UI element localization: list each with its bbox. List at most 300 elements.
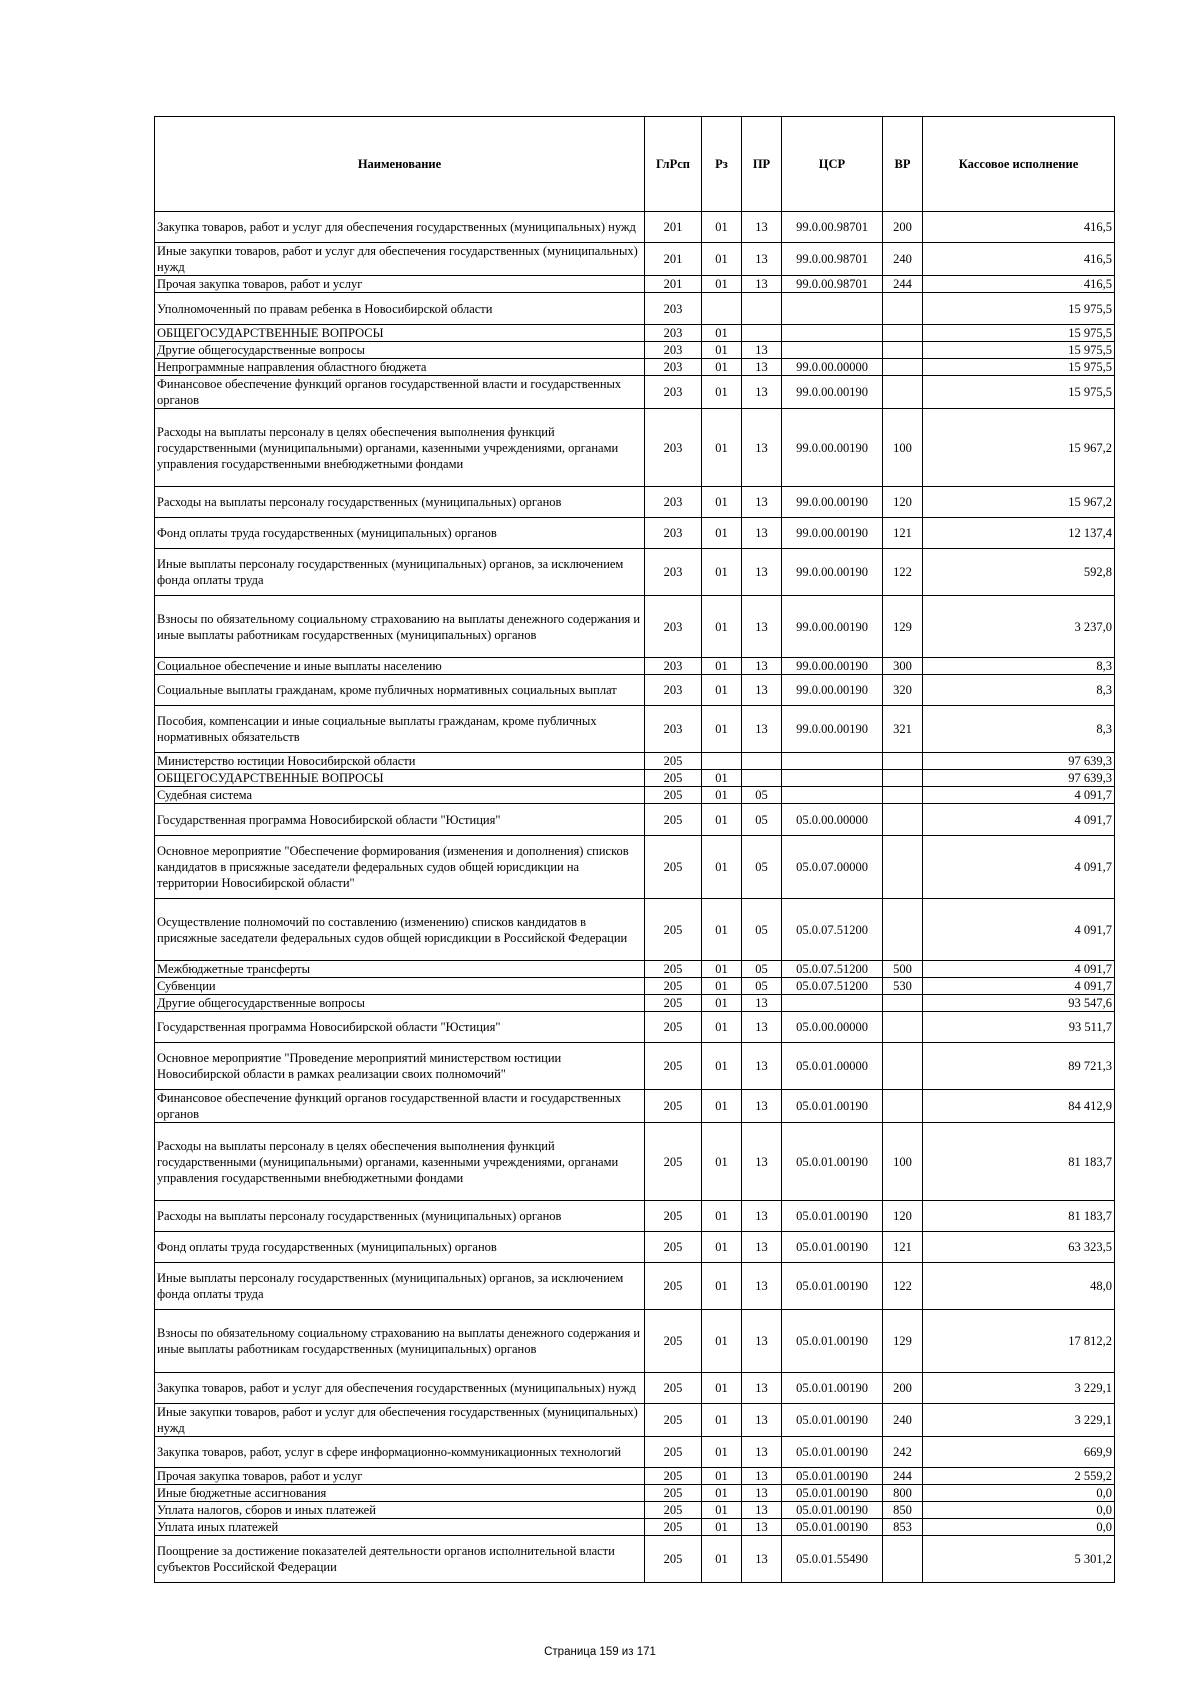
cell-vr bbox=[883, 1090, 923, 1123]
cell-glrsp: 203 bbox=[645, 706, 702, 753]
cell-csr: 05.0.01.00190 bbox=[782, 1090, 883, 1123]
cell-name: Финансовое обеспечение функций органов государственной власти и государственных органов bbox=[155, 1090, 645, 1123]
cell-glrsp: 203 bbox=[645, 376, 702, 409]
cell-name: Субвенции bbox=[155, 978, 645, 995]
cell-name: Прочая закупка товаров, работ и услуг bbox=[155, 276, 645, 293]
table-row bbox=[155, 770, 1115, 787]
cell-pr: 13 bbox=[742, 706, 782, 753]
cell-name: Иные закупки товаров, работ и услуг для обеспечения государственных (муниципальных) нужд bbox=[155, 1404, 645, 1437]
cell-amount: 17 812,2 bbox=[923, 1310, 1115, 1373]
cell-csr: 05.0.01.00190 bbox=[782, 1468, 883, 1485]
table-row bbox=[155, 1043, 1115, 1090]
cell-name: Основное мероприятие "Обеспечение формирования (изменения и дополнения) списков кандидатов в присяжные заседатели федеральных судов общей юрисдикции на территории Новосибирской области" bbox=[155, 836, 645, 899]
table-row bbox=[155, 1310, 1115, 1373]
cell-pr: 13 bbox=[742, 1310, 782, 1373]
header-glrsp: ГлРсп bbox=[645, 117, 702, 212]
cell-name: Взносы по обязательному социальному страхованию на выплаты денежного содержания и иные выплаты работникам государственных (муниципальных) органов bbox=[155, 1310, 645, 1373]
cell-vr: 242 bbox=[883, 1437, 923, 1468]
table-row bbox=[155, 1012, 1115, 1043]
table-row bbox=[155, 1263, 1115, 1310]
cell-vr: 129 bbox=[883, 596, 923, 658]
header-rz: Рз bbox=[702, 117, 742, 212]
cell-amount: 2 559,2 bbox=[923, 1468, 1115, 1485]
cell-vr: 100 bbox=[883, 1123, 923, 1201]
cell-amount: 0,0 bbox=[923, 1502, 1115, 1519]
cell-pr bbox=[742, 325, 782, 342]
cell-vr: 129 bbox=[883, 1310, 923, 1373]
cell-name: Иные бюджетные ассигнования bbox=[155, 1485, 645, 1502]
table-row bbox=[155, 243, 1115, 276]
cell-amount: 15 975,5 bbox=[923, 293, 1115, 325]
cell-rz: 01 bbox=[702, 706, 742, 753]
cell-name: Непрограммные направления областного бюджета bbox=[155, 359, 645, 376]
cell-amount: 89 721,3 bbox=[923, 1043, 1115, 1090]
cell-rz: 01 bbox=[702, 978, 742, 995]
cell-csr: 05.0.01.00190 bbox=[782, 1502, 883, 1519]
cell-name: Поощрение за достижение показателей деятельности органов исполнительной власти субъектов Российской Федерации bbox=[155, 1536, 645, 1583]
cell-name: Судебная система bbox=[155, 787, 645, 804]
cell-pr: 13 bbox=[742, 342, 782, 359]
cell-amount: 416,5 bbox=[923, 276, 1115, 293]
cell-csr bbox=[782, 293, 883, 325]
cell-amount: 15 967,2 bbox=[923, 409, 1115, 487]
cell-pr: 05 bbox=[742, 961, 782, 978]
cell-name: Другие общегосударственные вопросы bbox=[155, 342, 645, 359]
cell-pr: 05 bbox=[742, 836, 782, 899]
cell-csr bbox=[782, 770, 883, 787]
cell-rz: 01 bbox=[702, 409, 742, 487]
cell-pr: 13 bbox=[742, 1090, 782, 1123]
cell-vr: 853 bbox=[883, 1519, 923, 1536]
cell-pr: 13 bbox=[742, 1373, 782, 1404]
table-row bbox=[155, 518, 1115, 549]
table-row bbox=[155, 596, 1115, 658]
cell-vr: 200 bbox=[883, 1373, 923, 1404]
cell-pr: 13 bbox=[742, 549, 782, 596]
cell-amount: 15 967,2 bbox=[923, 487, 1115, 518]
cell-rz: 01 bbox=[702, 1485, 742, 1502]
cell-vr: 300 bbox=[883, 658, 923, 675]
cell-glrsp: 201 bbox=[645, 212, 702, 243]
cell-amount: 97 639,3 bbox=[923, 753, 1115, 770]
cell-vr: 530 bbox=[883, 978, 923, 995]
cell-pr: 13 bbox=[742, 409, 782, 487]
cell-csr: 99.0.00.00000 bbox=[782, 359, 883, 376]
cell-glrsp: 203 bbox=[645, 675, 702, 706]
cell-glrsp: 203 bbox=[645, 325, 702, 342]
cell-vr: 321 bbox=[883, 706, 923, 753]
cell-pr: 13 bbox=[742, 359, 782, 376]
cell-amount: 93 511,7 bbox=[923, 1012, 1115, 1043]
cell-glrsp: 205 bbox=[645, 1437, 702, 1468]
cell-name: Межбюджетные трансферты bbox=[155, 961, 645, 978]
cell-csr bbox=[782, 753, 883, 770]
cell-glrsp: 205 bbox=[645, 961, 702, 978]
table-row bbox=[155, 658, 1115, 675]
cell-name: Министерство юстиции Новосибирской области bbox=[155, 753, 645, 770]
cell-glrsp: 203 bbox=[645, 596, 702, 658]
cell-amount: 15 975,5 bbox=[923, 325, 1115, 342]
table-row bbox=[155, 1502, 1115, 1519]
cell-vr: 200 bbox=[883, 212, 923, 243]
cell-rz: 01 bbox=[702, 1519, 742, 1536]
cell-csr: 05.0.01.00190 bbox=[782, 1263, 883, 1310]
cell-rz: 01 bbox=[702, 787, 742, 804]
cell-amount: 592,8 bbox=[923, 549, 1115, 596]
table-row bbox=[155, 899, 1115, 961]
cell-pr: 13 bbox=[742, 995, 782, 1012]
cell-pr: 13 bbox=[742, 487, 782, 518]
table-row bbox=[155, 1536, 1115, 1583]
budget-table bbox=[154, 116, 1115, 1583]
cell-csr bbox=[782, 787, 883, 804]
cell-rz: 01 bbox=[702, 518, 742, 549]
header-row bbox=[155, 117, 1115, 212]
cell-glrsp: 203 bbox=[645, 342, 702, 359]
table-row bbox=[155, 978, 1115, 995]
cell-pr: 13 bbox=[742, 1437, 782, 1468]
cell-pr: 13 bbox=[742, 596, 782, 658]
cell-glrsp: 205 bbox=[645, 1232, 702, 1263]
cell-pr: 05 bbox=[742, 804, 782, 836]
cell-vr: 244 bbox=[883, 1468, 923, 1485]
cell-amount: 81 183,7 bbox=[923, 1201, 1115, 1232]
cell-rz: 01 bbox=[702, 359, 742, 376]
cell-glrsp: 205 bbox=[645, 1468, 702, 1485]
cell-glrsp: 205 bbox=[645, 787, 702, 804]
cell-amount: 63 323,5 bbox=[923, 1232, 1115, 1263]
cell-rz: 01 bbox=[702, 658, 742, 675]
cell-glrsp: 203 bbox=[645, 293, 702, 325]
cell-rz: 01 bbox=[702, 1310, 742, 1373]
cell-rz: 01 bbox=[702, 1502, 742, 1519]
cell-rz: 01 bbox=[702, 1404, 742, 1437]
cell-vr: 320 bbox=[883, 675, 923, 706]
cell-glrsp: 205 bbox=[645, 978, 702, 995]
cell-rz: 01 bbox=[702, 675, 742, 706]
cell-amount: 84 412,9 bbox=[923, 1090, 1115, 1123]
cell-csr: 05.0.01.00190 bbox=[782, 1232, 883, 1263]
cell-glrsp: 205 bbox=[645, 1012, 702, 1043]
cell-glrsp: 205 bbox=[645, 836, 702, 899]
header-name: Наименование bbox=[155, 117, 645, 212]
cell-name: Социальное обеспечение и иные выплаты населению bbox=[155, 658, 645, 675]
cell-glrsp: 203 bbox=[645, 409, 702, 487]
cell-vr: 240 bbox=[883, 243, 923, 276]
cell-csr: 05.0.07.51200 bbox=[782, 899, 883, 961]
cell-amount: 4 091,7 bbox=[923, 978, 1115, 995]
cell-pr bbox=[742, 753, 782, 770]
cell-glrsp: 205 bbox=[645, 1502, 702, 1519]
cell-glrsp: 205 bbox=[645, 1404, 702, 1437]
table-row bbox=[155, 1090, 1115, 1123]
cell-vr: 122 bbox=[883, 1263, 923, 1310]
cell-amount: 416,5 bbox=[923, 212, 1115, 243]
cell-amount: 4 091,7 bbox=[923, 787, 1115, 804]
table-row bbox=[155, 706, 1115, 753]
table-row bbox=[155, 1468, 1115, 1485]
cell-vr: 244 bbox=[883, 276, 923, 293]
cell-csr: 99.0.00.98701 bbox=[782, 243, 883, 276]
cell-amount: 15 975,5 bbox=[923, 376, 1115, 409]
cell-csr: 05.0.01.00190 bbox=[782, 1201, 883, 1232]
cell-amount: 4 091,7 bbox=[923, 899, 1115, 961]
cell-vr bbox=[883, 804, 923, 836]
cell-glrsp: 203 bbox=[645, 518, 702, 549]
cell-rz: 01 bbox=[702, 212, 742, 243]
cell-csr: 99.0.00.00190 bbox=[782, 596, 883, 658]
cell-pr: 05 bbox=[742, 978, 782, 995]
table-row bbox=[155, 359, 1115, 376]
cell-csr: 05.0.07.51200 bbox=[782, 978, 883, 995]
cell-amount: 8,3 bbox=[923, 675, 1115, 706]
cell-vr: 121 bbox=[883, 1232, 923, 1263]
cell-rz: 01 bbox=[702, 1043, 742, 1090]
table-row bbox=[155, 1519, 1115, 1536]
table-row bbox=[155, 293, 1115, 325]
cell-rz: 01 bbox=[702, 1123, 742, 1201]
cell-pr: 13 bbox=[742, 518, 782, 549]
cell-name: Осуществление полномочий по составлению (изменению) списков кандидатов в присяжные заседатели федеральных судов общей юрисдикции в Российской Федерации bbox=[155, 899, 645, 961]
cell-pr: 13 bbox=[742, 1502, 782, 1519]
cell-rz: 01 bbox=[702, 1373, 742, 1404]
cell-pr: 13 bbox=[742, 1404, 782, 1437]
cell-csr: 99.0.00.00190 bbox=[782, 658, 883, 675]
cell-rz: 01 bbox=[702, 596, 742, 658]
cell-name: Иные выплаты персоналу государственных (муниципальных) органов, за исключением фонда оплаты труда bbox=[155, 1263, 645, 1310]
cell-pr bbox=[742, 293, 782, 325]
cell-vr bbox=[883, 325, 923, 342]
cell-vr: 100 bbox=[883, 409, 923, 487]
cell-rz bbox=[702, 293, 742, 325]
cell-csr: 05.0.01.00190 bbox=[782, 1519, 883, 1536]
table-row bbox=[155, 995, 1115, 1012]
cell-pr bbox=[742, 770, 782, 787]
cell-csr: 99.0.00.00190 bbox=[782, 518, 883, 549]
cell-amount: 4 091,7 bbox=[923, 961, 1115, 978]
cell-vr: 121 bbox=[883, 518, 923, 549]
table-row bbox=[155, 1123, 1115, 1201]
cell-vr: 122 bbox=[883, 549, 923, 596]
cell-vr: 800 bbox=[883, 1485, 923, 1502]
cell-vr bbox=[883, 359, 923, 376]
cell-csr: 99.0.00.00190 bbox=[782, 675, 883, 706]
cell-name: Прочая закупка товаров, работ и услуг bbox=[155, 1468, 645, 1485]
cell-name: Иные выплаты персоналу государственных (муниципальных) органов, за исключением фонда оплаты труда bbox=[155, 549, 645, 596]
cell-glrsp: 205 bbox=[645, 1485, 702, 1502]
cell-glrsp: 205 bbox=[645, 1519, 702, 1536]
table-row bbox=[155, 1437, 1115, 1468]
cell-rz: 01 bbox=[702, 1468, 742, 1485]
cell-csr: 99.0.00.00190 bbox=[782, 376, 883, 409]
cell-name: Государственная программа Новосибирской области "Юстиция" bbox=[155, 804, 645, 836]
cell-rz: 01 bbox=[702, 899, 742, 961]
cell-amount: 5 301,2 bbox=[923, 1536, 1115, 1583]
cell-pr: 13 bbox=[742, 1536, 782, 1583]
cell-vr bbox=[883, 376, 923, 409]
cell-glrsp: 205 bbox=[645, 1201, 702, 1232]
cell-rz: 01 bbox=[702, 342, 742, 359]
cell-name: Фонд оплаты труда государственных (муниципальных) органов bbox=[155, 518, 645, 549]
cell-vr bbox=[883, 836, 923, 899]
cell-pr: 13 bbox=[742, 1012, 782, 1043]
cell-vr bbox=[883, 753, 923, 770]
cell-rz: 01 bbox=[702, 770, 742, 787]
cell-name: Уплата налогов, сборов и иных платежей bbox=[155, 1502, 645, 1519]
cell-rz: 01 bbox=[702, 1232, 742, 1263]
cell-vr: 500 bbox=[883, 961, 923, 978]
cell-rz: 01 bbox=[702, 1012, 742, 1043]
cell-pr: 13 bbox=[742, 1263, 782, 1310]
cell-glrsp: 205 bbox=[645, 1536, 702, 1583]
cell-amount: 48,0 bbox=[923, 1263, 1115, 1310]
cell-csr: 05.0.01.00190 bbox=[782, 1404, 883, 1437]
cell-glrsp: 205 bbox=[645, 1043, 702, 1090]
cell-rz: 01 bbox=[702, 995, 742, 1012]
cell-pr: 13 bbox=[742, 1468, 782, 1485]
cell-vr bbox=[883, 770, 923, 787]
cell-amount: 97 639,3 bbox=[923, 770, 1115, 787]
cell-csr bbox=[782, 325, 883, 342]
cell-pr: 05 bbox=[742, 787, 782, 804]
header-vr: ВР bbox=[883, 117, 923, 212]
cell-rz: 01 bbox=[702, 549, 742, 596]
cell-csr: 99.0.00.00190 bbox=[782, 409, 883, 487]
cell-amount: 15 975,5 bbox=[923, 359, 1115, 376]
cell-glrsp: 205 bbox=[645, 770, 702, 787]
table-row bbox=[155, 487, 1115, 518]
cell-name: Закупка товаров, работ и услуг для обеспечения государственных (муниципальных) нужд bbox=[155, 212, 645, 243]
cell-amount: 15 975,5 bbox=[923, 342, 1115, 359]
cell-name: Другие общегосударственные вопросы bbox=[155, 995, 645, 1012]
cell-amount: 81 183,7 bbox=[923, 1123, 1115, 1201]
cell-pr: 13 bbox=[742, 1201, 782, 1232]
cell-pr: 13 bbox=[742, 1519, 782, 1536]
cell-rz: 01 bbox=[702, 1437, 742, 1468]
cell-csr: 05.0.07.00000 bbox=[782, 836, 883, 899]
cell-csr: 05.0.00.00000 bbox=[782, 804, 883, 836]
table-row bbox=[155, 409, 1115, 487]
header-csr: ЦСР bbox=[782, 117, 883, 212]
cell-csr: 99.0.00.00190 bbox=[782, 487, 883, 518]
cell-name: Финансовое обеспечение функций органов государственной власти и государственных органов bbox=[155, 376, 645, 409]
cell-pr: 13 bbox=[742, 1232, 782, 1263]
header-pr: ПР bbox=[742, 117, 782, 212]
table-row bbox=[155, 1373, 1115, 1404]
cell-csr: 05.0.00.00000 bbox=[782, 1012, 883, 1043]
table-row bbox=[155, 376, 1115, 409]
cell-glrsp: 205 bbox=[645, 899, 702, 961]
cell-vr: 120 bbox=[883, 1201, 923, 1232]
cell-rz: 01 bbox=[702, 1536, 742, 1583]
cell-csr: 05.0.01.00190 bbox=[782, 1485, 883, 1502]
table-row bbox=[155, 1404, 1115, 1437]
cell-amount: 669,9 bbox=[923, 1437, 1115, 1468]
cell-glrsp: 205 bbox=[645, 804, 702, 836]
cell-name: Фонд оплаты труда государственных (муниципальных) органов bbox=[155, 1232, 645, 1263]
cell-vr bbox=[883, 899, 923, 961]
header-amount: Кассовое исполнение bbox=[923, 117, 1115, 212]
cell-glrsp: 203 bbox=[645, 487, 702, 518]
cell-vr bbox=[883, 1012, 923, 1043]
cell-glrsp: 203 bbox=[645, 359, 702, 376]
cell-vr: 240 bbox=[883, 1404, 923, 1437]
cell-glrsp: 201 bbox=[645, 276, 702, 293]
cell-name: Расходы на выплаты персоналу в целях обеспечения выполнения функций государственными (муниципальными) органами, казенными учреждениями, органами управления государственными внебюджетными фондами bbox=[155, 1123, 645, 1201]
cell-name: Закупка товаров, работ, услуг в сфере информационно-коммуникационных технологий bbox=[155, 1437, 645, 1468]
cell-csr: 99.0.00.00190 bbox=[782, 706, 883, 753]
cell-glrsp: 203 bbox=[645, 549, 702, 596]
cell-name: Расходы на выплаты персоналу государственных (муниципальных) органов bbox=[155, 487, 645, 518]
cell-pr: 13 bbox=[742, 212, 782, 243]
cell-pr: 13 bbox=[742, 1043, 782, 1090]
table-row bbox=[155, 753, 1115, 770]
cell-glrsp: 205 bbox=[645, 995, 702, 1012]
table-row bbox=[155, 787, 1115, 804]
cell-glrsp: 205 bbox=[645, 1373, 702, 1404]
cell-csr: 05.0.01.00190 bbox=[782, 1373, 883, 1404]
cell-rz: 01 bbox=[702, 804, 742, 836]
table-row bbox=[155, 325, 1115, 342]
table-row bbox=[155, 1485, 1115, 1502]
cell-name: ОБЩЕГОСУДАРСТВЕННЫЕ ВОПРОСЫ bbox=[155, 770, 645, 787]
table-row bbox=[155, 276, 1115, 293]
cell-rz: 01 bbox=[702, 1090, 742, 1123]
cell-name: Уплата иных платежей bbox=[155, 1519, 645, 1536]
cell-rz: 01 bbox=[702, 243, 742, 276]
table-row bbox=[155, 549, 1115, 596]
cell-csr: 05.0.01.00000 bbox=[782, 1043, 883, 1090]
cell-glrsp: 205 bbox=[645, 1263, 702, 1310]
cell-csr: 99.0.00.98701 bbox=[782, 276, 883, 293]
cell-pr: 13 bbox=[742, 1123, 782, 1201]
cell-csr: 05.0.01.00190 bbox=[782, 1437, 883, 1468]
cell-csr: 05.0.01.55490 bbox=[782, 1536, 883, 1583]
cell-name: Пособия, компенсации и иные социальные выплаты гражданам, кроме публичных нормативных обязательств bbox=[155, 706, 645, 753]
cell-csr bbox=[782, 995, 883, 1012]
page-number: Страница 159 из 171 bbox=[544, 1646, 656, 1658]
table-row bbox=[155, 1232, 1115, 1263]
cell-amount: 0,0 bbox=[923, 1519, 1115, 1536]
cell-vr bbox=[883, 1536, 923, 1583]
cell-name: ОБЩЕГОСУДАРСТВЕННЫЕ ВОПРОСЫ bbox=[155, 325, 645, 342]
cell-csr: 05.0.01.00190 bbox=[782, 1310, 883, 1373]
cell-vr: 850 bbox=[883, 1502, 923, 1519]
cell-amount: 8,3 bbox=[923, 706, 1115, 753]
cell-amount: 3 229,1 bbox=[923, 1373, 1115, 1404]
cell-pr: 05 bbox=[742, 899, 782, 961]
cell-name: Взносы по обязательному социальному страхованию на выплаты денежного содержания и иные выплаты работникам государственных (муниципальных) органов bbox=[155, 596, 645, 658]
cell-name: Закупка товаров, работ и услуг для обеспечения государственных (муниципальных) нужд bbox=[155, 1373, 645, 1404]
table-row bbox=[155, 342, 1115, 359]
cell-rz: 01 bbox=[702, 1263, 742, 1310]
cell-pr: 13 bbox=[742, 276, 782, 293]
cell-csr: 05.0.01.00190 bbox=[782, 1123, 883, 1201]
cell-amount: 4 091,7 bbox=[923, 804, 1115, 836]
cell-rz: 01 bbox=[702, 836, 742, 899]
cell-csr: 99.0.00.00190 bbox=[782, 549, 883, 596]
cell-name: Расходы на выплаты персоналу в целях обеспечения выполнения функций государственными (муниципальными) органами, казенными учреждениями, органами управления государственными внебюджетными фондами bbox=[155, 409, 645, 487]
cell-vr bbox=[883, 293, 923, 325]
table-body bbox=[155, 212, 1115, 1583]
cell-rz bbox=[702, 753, 742, 770]
cell-name: Иные закупки товаров, работ и услуг для обеспечения государственных (муниципальных) нужд bbox=[155, 243, 645, 276]
cell-amount: 0,0 bbox=[923, 1485, 1115, 1502]
cell-name: Социальные выплаты гражданам, кроме публичных нормативных социальных выплат bbox=[155, 675, 645, 706]
table-row bbox=[155, 1201, 1115, 1232]
cell-name: Уполномоченный по правам ребенка в Новосибирской области bbox=[155, 293, 645, 325]
table-row bbox=[155, 961, 1115, 978]
